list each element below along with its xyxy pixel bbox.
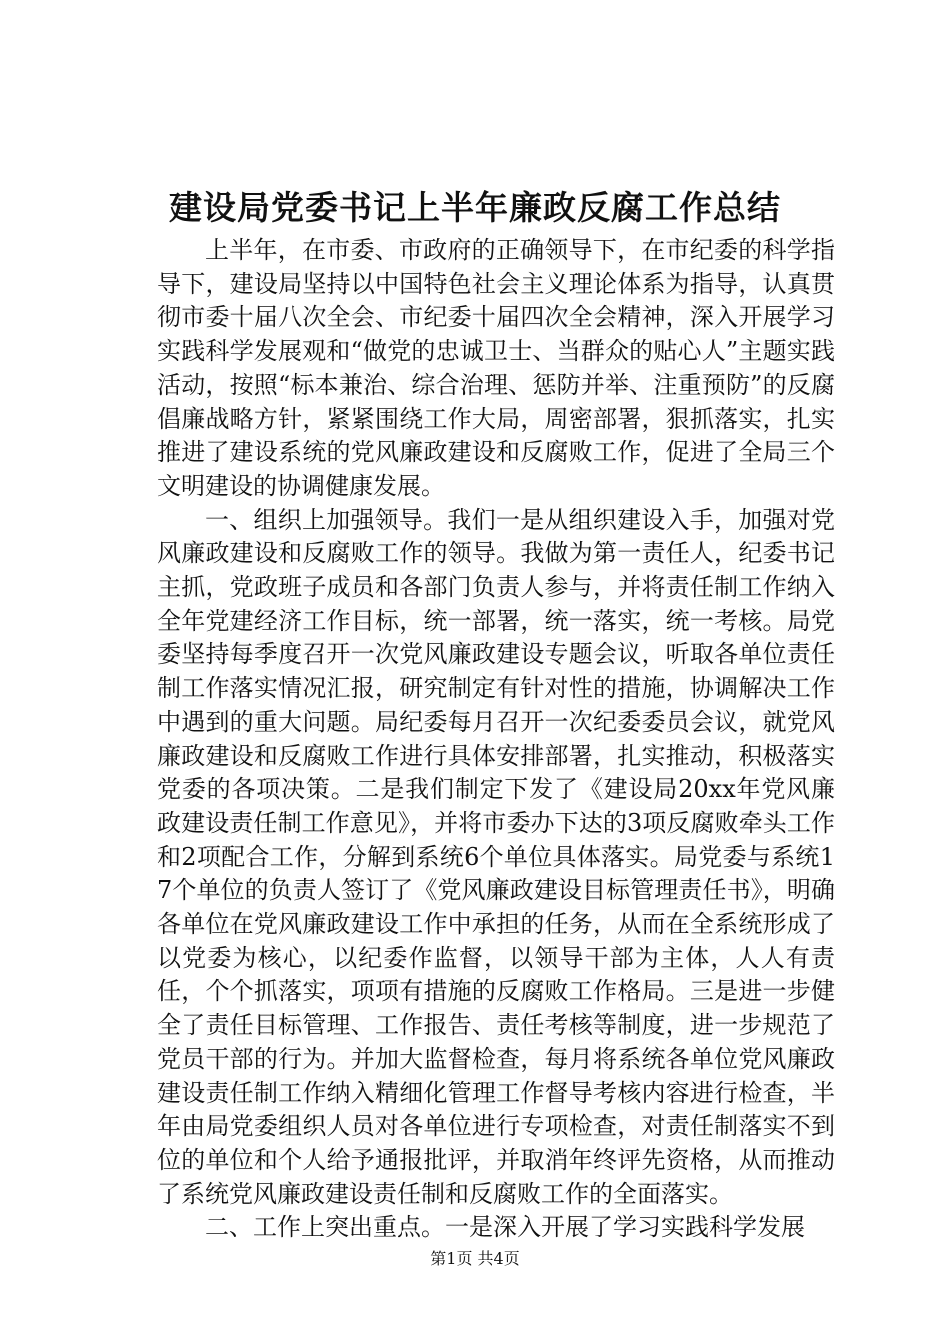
page-number-footer: 第1页 共4页 — [430, 1249, 520, 1268]
document-body — [157, 234, 835, 1245]
paragraph-section-one: 一、组织上加强领导。我们一是从组织建设入手，加强对党风廉政建设和反腐败工作的领导。我做为第一责任人，纪委书记主抓，党政班子成员和各部门负责人参与，并将责任制工作纳入全年党建经济工作目标，统一部署，统一落实，统一考核。局党委坚持每季度召开一次党风廉政建设专题会议，听取各单位责任制工作落实情况汇报，研究制定有针对性的措施，协调解决工作中遇到的重大问题。局纪委每月召开一次纪委委员会议，就党风廉政建设和反腐败工作进行具体安排部署，扎实推动，积极落实党委的各项决策。二是我们制定下发了《建设局20xx年党风廉政建设责任制工作意见》，并将市委办下达的3项反腐败牵头工作和2项配合工作，分解到系统6个单位具体落实。局党委与系统17个单位的负责人签订了《党风廉政建设目标管理责任书》，明确各单位在党风廉政建设工作中承担的任务，从而在全系统形成了以党委为核心，以纪委作监督，以领导干部为主体，人人有责任，个个抓落实，项项有措施的反腐败工作格局。三是进一步健全了责任目标管理、工作报告、责任考核等制度，进一步规范了党员干部的行为。并加大监督检查，每月将系统各单位党风廉政建设责任制工作纳入精细化管理工作督导考核内容进行检查，半年由局党委组织人员对各单位进行专项检查，对责任制落实不到位的单位和个人给予通报批评，并取消年终评先资格，从而推动了系统党风廉政建设责任制和反腐败工作的全面落实。 — [157, 505, 835, 1208]
paragraph-section-two: 二、工作上突出重点。一是深入开展了学习实践科学发展 — [205, 1213, 805, 1242]
paragraph-intro: 上半年，在市委、市政府的正确领导下，在市纪委的科学指导下，建设局坚持以中国特色社会主义理论体系为指导，认真贯彻市委十届八次全会、市纪委十届四次全会精神，深入开展学习实践科学发展观和“做党的忠诚卫士、当群众的贴心人”主题实践活动，按照“标本兼治、综合治理、惩防并举、注重预防”的反腐倡廉战略方针，紧紧围绕工作大局，周密部署，狠抓落实，扎实推进了建设系统的党风廉政建设和反腐败工作，促进了全局三个文明建设的协调健康发展。 — [157, 236, 835, 500]
document-title: 建设局党委书记上半年廉政反腐工作总结 — [169, 188, 781, 227]
